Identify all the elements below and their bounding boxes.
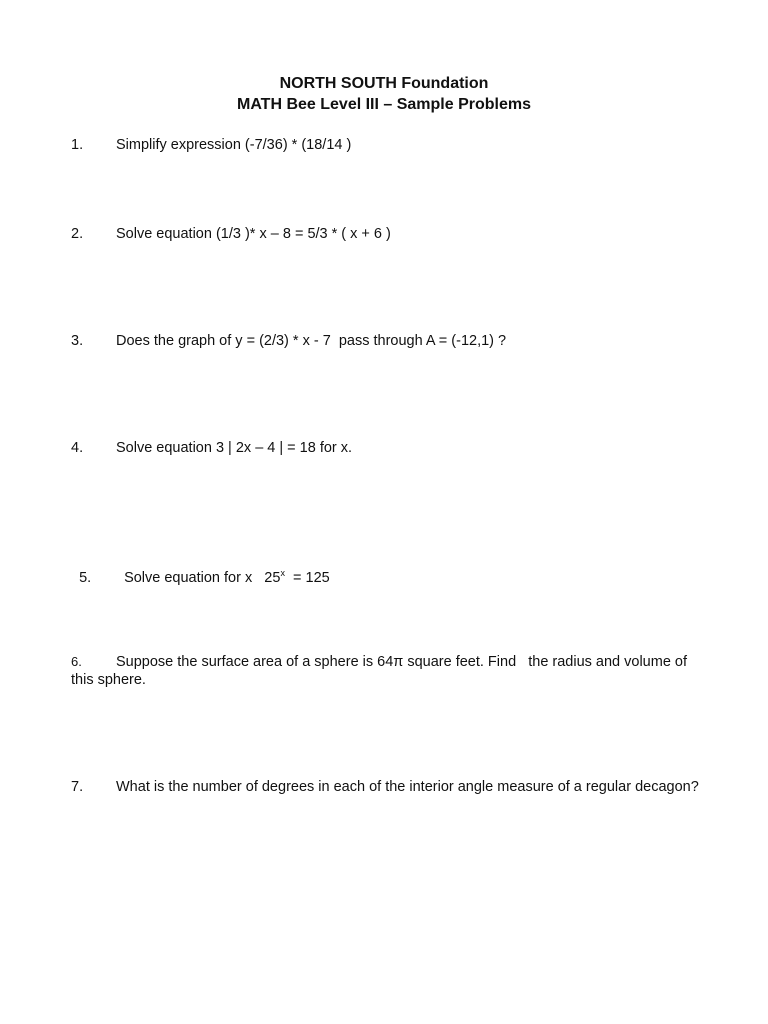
- problem-7: [71, 778, 711, 796]
- problem-text: Suppose the surface area of a sphere is 64π square feet. Find the radius and volume of this sphere.: [71, 654, 692, 688]
- problem-3: [71, 332, 711, 350]
- problem-text-end: = 125: [284, 570, 330, 586]
- problem-text: Solve equation 3 | 2x – 4 | = 18 for x.: [116, 440, 353, 456]
- problem-text: What is the number of degrees in each of the interior angle measure of a regular decagon?: [116, 779, 699, 795]
- problem-6: [71, 653, 711, 689]
- problem-2: [71, 225, 711, 243]
- problem-number: 2.: [71, 226, 84, 242]
- problem-text: Solve equation for x 25: [124, 570, 281, 586]
- document-title: NORTH SOUTH Foundation: [279, 75, 489, 92]
- problem-number: 1.: [71, 137, 84, 153]
- problem-number: 7.: [71, 779, 84, 795]
- exponent: x: [280, 568, 285, 578]
- problem-number: 4.: [71, 440, 84, 456]
- problem-number: 3.: [71, 333, 84, 349]
- problem-text: Simplify expression (-7/36) * (18/14 ): [116, 137, 352, 153]
- problem-4: [71, 439, 711, 457]
- document-subtitle: MATH Bee Level III – Sample Problems: [236, 96, 532, 113]
- problem-5: [71, 546, 711, 587]
- problem-number: 6.: [71, 654, 82, 669]
- problem-text: Does the graph of y = (2/3) * x - 7 pass through A = (-12,1) ?: [116, 333, 507, 349]
- problem-number: 5.: [79, 570, 92, 586]
- problem-1: [71, 136, 711, 154]
- problem-text: Solve equation (1/3 )* x – 8 = 5/3 * ( x + 6 ): [116, 226, 391, 242]
